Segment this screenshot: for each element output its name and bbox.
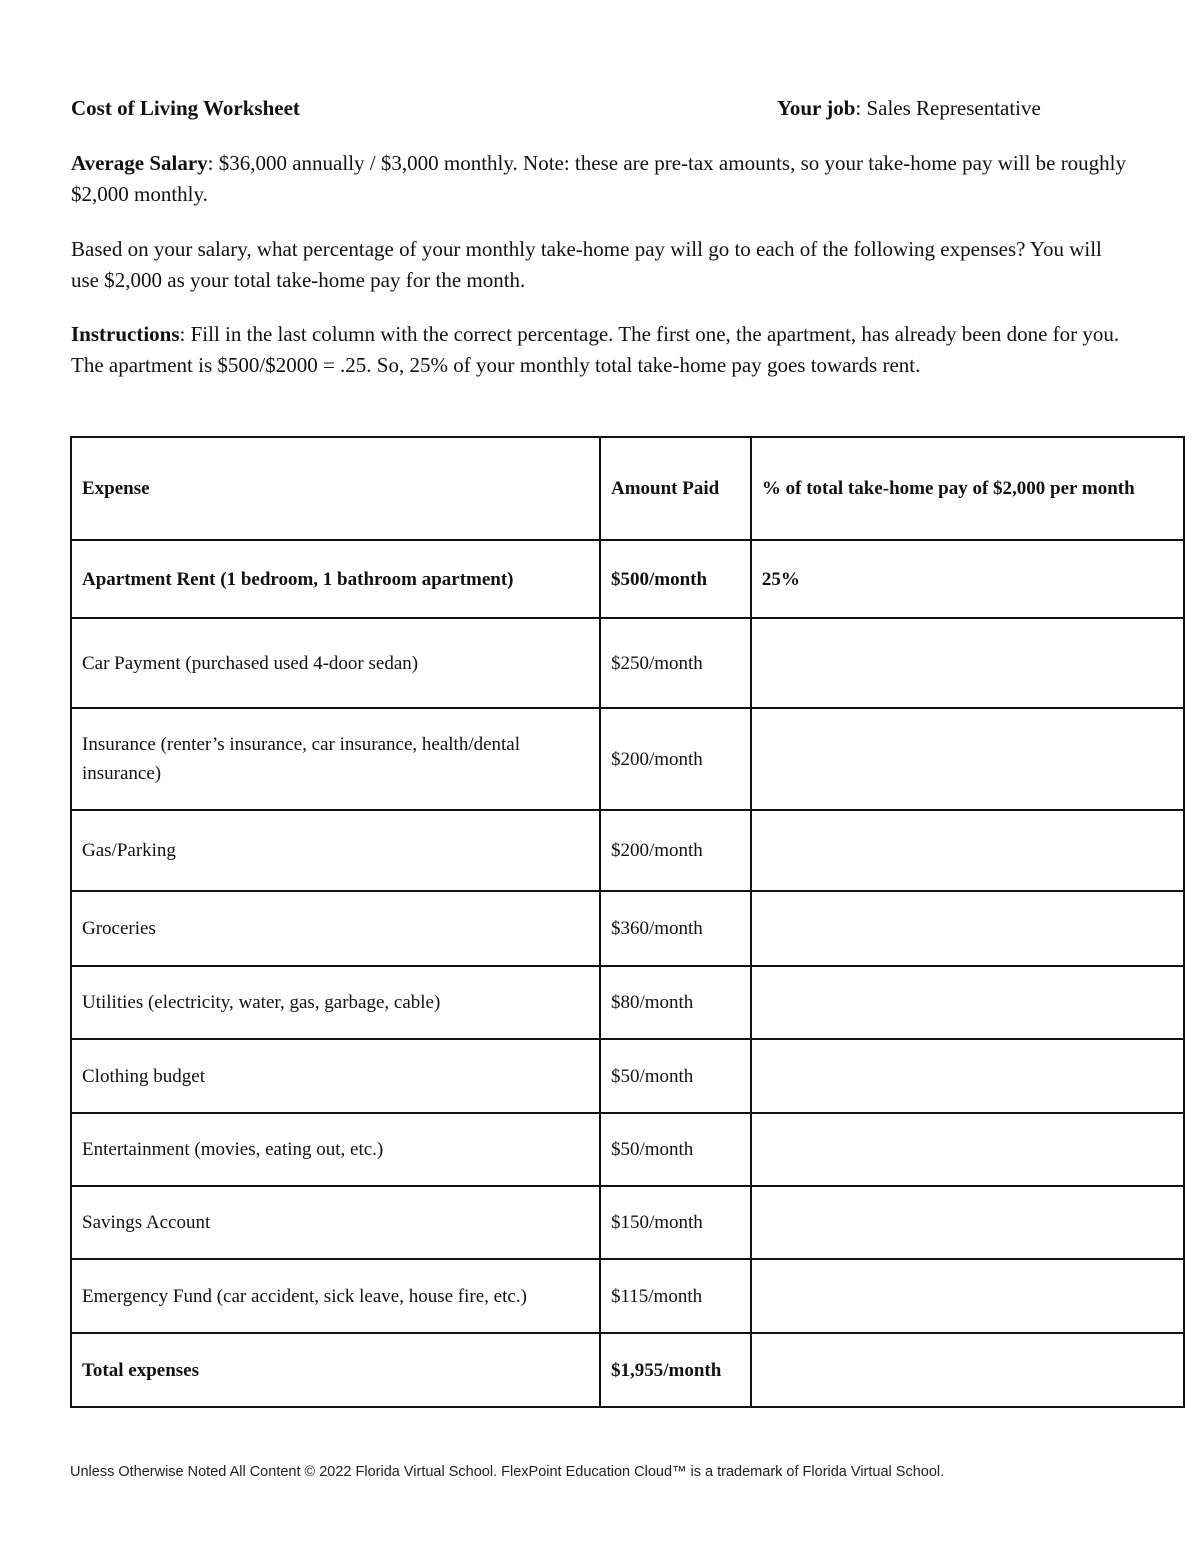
worksheet-header [71, 94, 1111, 122]
expense-cell: Savings Account [71, 1186, 600, 1259]
table-row [71, 1186, 1184, 1259]
percent-input-cell[interactable] [751, 1259, 1184, 1333]
amount-cell: $500/month [600, 540, 751, 618]
instructions-paragraph [71, 319, 1131, 381]
expense-cell: Utilities (electricity, water, gas, garbage, cable) [71, 966, 600, 1039]
job-label: Your job [777, 96, 856, 120]
job-line [777, 94, 1041, 122]
table-header-row [71, 437, 1184, 540]
column-header-expense: Expense [71, 437, 600, 540]
expense-cell: Car Payment (purchased used 4-door sedan) [71, 618, 600, 708]
percent-input-cell[interactable] [751, 618, 1184, 708]
expense-cell: Groceries [71, 891, 600, 966]
job-value: : Sales Representative [855, 96, 1041, 120]
total-amount-cell: $1,955/month [600, 1333, 751, 1407]
expense-cell: Insurance (renter’s insurance, car insurance, health/dental insurance) [71, 708, 600, 810]
instructions-label: Instructions [71, 322, 180, 346]
percent-input-cell[interactable] [751, 1039, 1184, 1113]
expense-cell: Emergency Fund (car accident, sick leave, house fire, etc.) [71, 1259, 600, 1333]
worksheet-title: Cost of Living Worksheet [71, 96, 300, 120]
copyright-footer: Unless Otherwise Noted All Content © 2022 Florida Virtual School. FlexPoint Education Cloud™ is a trademark of Florida Virtual School. [70, 1464, 945, 1480]
table-row [71, 708, 1184, 810]
amount-cell: $200/month [600, 810, 751, 891]
percent-input-cell[interactable] [751, 1113, 1184, 1186]
salary-paragraph [71, 148, 1131, 210]
amount-cell: $150/month [600, 1186, 751, 1259]
column-header-amount: Amount Paid [600, 437, 751, 540]
amount-cell: $80/month [600, 966, 751, 1039]
column-header-percent: % of total take-home pay of $2,000 per month [751, 437, 1184, 540]
amount-cell: $50/month [600, 1039, 751, 1113]
table-row [71, 891, 1184, 966]
expense-table [70, 436, 1185, 1408]
total-label-cell: Total expenses [71, 1333, 600, 1407]
percent-input-cell[interactable] [751, 810, 1184, 891]
amount-cell: $50/month [600, 1113, 751, 1186]
table-row [71, 1113, 1184, 1186]
table-row [71, 966, 1184, 1039]
percent-input-cell[interactable] [751, 1333, 1184, 1407]
table-row [71, 1039, 1184, 1113]
table-row [71, 618, 1184, 708]
amount-cell: $115/month [600, 1259, 751, 1333]
expense-cell: Clothing budget [71, 1039, 600, 1113]
question-paragraph: Based on your salary, what percentage of your monthly take-home pay will go to each of the following expenses? You will use $2,000 as your total take-home pay for the month. [71, 237, 1102, 292]
expense-cell: Apartment Rent (1 bedroom, 1 bathroom apartment) [71, 540, 600, 618]
percent-input-cell[interactable] [751, 891, 1184, 966]
total-row [71, 1333, 1184, 1407]
percent-input-cell[interactable] [751, 1186, 1184, 1259]
table-row [71, 810, 1184, 891]
expense-cell: Gas/Parking [71, 810, 600, 891]
amount-cell: $360/month [600, 891, 751, 966]
salary-text: : $36,000 annually / $3,000 monthly. Note: these are pre-tax amounts, so your take-home pay will be roughly $2,000 monthly. [71, 151, 1127, 206]
amount-cell: $200/month [600, 708, 751, 810]
percent-input-cell[interactable] [751, 708, 1184, 810]
percent-input-cell[interactable] [751, 966, 1184, 1039]
table-row [71, 1259, 1184, 1333]
expense-cell: Entertainment (movies, eating out, etc.) [71, 1113, 600, 1186]
salary-label: Average Salary [71, 151, 208, 175]
table-row [71, 540, 1184, 618]
instructions-text: : Fill in the last column with the correct percentage. The first one, the apartment, has already been done for you. The apartment is $500/$2000 = .25. So, 25% of your monthly total take-home pay goes towards rent. [71, 322, 1120, 377]
amount-cell: $250/month [600, 618, 751, 708]
percent-cell: 25% [751, 540, 1184, 618]
